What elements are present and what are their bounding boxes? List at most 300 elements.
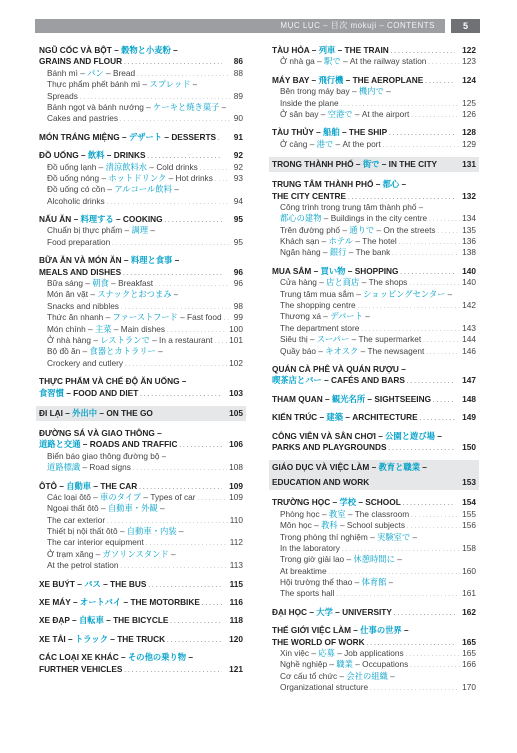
toc-entry xyxy=(39,515,243,526)
toc-entry-title xyxy=(39,376,186,387)
entry-english: – Occupations xyxy=(352,659,409,670)
entry-label: The department store xyxy=(280,322,360,333)
entry-english: – xyxy=(171,184,179,195)
toc-entry xyxy=(272,497,476,508)
entry-english: – In a restaurant xyxy=(149,334,213,345)
toc-entry xyxy=(272,509,476,520)
page-number: 5 xyxy=(451,19,480,33)
toc-entry xyxy=(272,607,476,618)
toc-entry xyxy=(272,637,476,648)
entry-label: THỰC PHẨM VÀ CHẾ ĐỘ ĂN UỐNG – xyxy=(39,376,187,387)
entry-japanese: 車のタイプ xyxy=(100,491,142,502)
entry-english: – THE TRAIN xyxy=(335,45,389,55)
entry-english: – xyxy=(410,531,418,542)
entry-english: – xyxy=(155,346,163,357)
toc-entry-title xyxy=(272,442,455,453)
entry-page-number: 95 xyxy=(233,214,243,225)
toc-entry-title xyxy=(280,543,463,554)
toc-entry-title xyxy=(272,266,455,277)
entry-japanese: 駅で xyxy=(324,56,341,67)
entry-japanese: その他の乗り物 xyxy=(127,652,187,663)
entry-label: MÓN TRÁNG MIỆNG – xyxy=(39,131,129,142)
toc-entry-title xyxy=(47,184,179,195)
entry-page-number: 138 xyxy=(462,247,476,258)
entry-japanese: パン xyxy=(87,67,104,78)
entry-page-number: 94 xyxy=(233,195,243,206)
toc-entry xyxy=(272,682,476,693)
toc-entry xyxy=(272,364,476,375)
toc-entry xyxy=(272,109,476,120)
entry-japanese: 観光名所 xyxy=(331,393,366,404)
entry-english: – THE MOTORBIKE xyxy=(121,597,200,608)
toc-entry-title xyxy=(280,682,463,693)
entry-label: XE ĐẠP – xyxy=(39,615,79,626)
entry-japanese: 銀行 xyxy=(329,247,347,258)
toc-entry-title xyxy=(47,335,230,346)
entry-page-number: 143 xyxy=(462,322,476,333)
entry-japanese: 休憩時間に xyxy=(353,554,395,565)
toc-entry-title xyxy=(39,150,222,161)
toc-entry xyxy=(39,615,243,626)
toc-entry-title xyxy=(280,532,417,543)
entry-english: – xyxy=(157,503,165,514)
entry-japanese: 学校 xyxy=(339,497,357,508)
toc-entry-title xyxy=(280,225,463,236)
entry-label: TRONG THÀNH PHỐ – xyxy=(272,159,363,170)
entry-japanese: スナックとおつまみ xyxy=(97,289,172,300)
entry-page-number: 91 xyxy=(233,131,243,142)
entry-label: The car exterior xyxy=(47,514,106,525)
toc-entry xyxy=(272,394,476,405)
entry-label: Đồ uống nóng – xyxy=(47,172,109,183)
entry-english: – xyxy=(190,79,198,90)
toc-entry-title xyxy=(47,162,230,173)
entry-label: THE CITY CENTRE xyxy=(272,190,347,201)
toc-entry-title xyxy=(280,311,370,322)
entry-japanese: 港で xyxy=(316,138,334,149)
entry-japanese: 建築 xyxy=(326,412,344,423)
toc-entry-title xyxy=(280,346,463,357)
entry-english: – SHOPPING xyxy=(345,265,399,276)
toc-entry-title xyxy=(47,102,226,113)
entry-japanese: 食習慣 xyxy=(39,387,64,398)
toc-entry-title xyxy=(280,648,463,659)
toc-entry-title xyxy=(39,615,222,626)
toc-entry xyxy=(39,503,243,514)
entry-japanese: 公園と遊び場 xyxy=(385,430,435,441)
entry-label: Bộ đồ ăn – xyxy=(47,346,90,357)
entry-label: FURTHER VEHICLES xyxy=(39,663,123,674)
entry-page-number: 125 xyxy=(462,97,476,108)
entry-japanese: ショッピングセンター xyxy=(363,288,446,299)
toc-entry xyxy=(39,56,243,67)
toc-entry xyxy=(39,68,243,79)
toc-entry xyxy=(39,388,243,399)
entry-page-number: 135 xyxy=(462,224,476,235)
entry-label: Món chính – xyxy=(47,323,95,334)
toc-entry-title xyxy=(272,394,455,405)
entry-japanese: 空港で xyxy=(327,108,353,119)
toc-entry-title xyxy=(47,289,178,300)
toc-entry-title xyxy=(280,213,463,224)
entry-english: – xyxy=(386,577,394,588)
toc-entry xyxy=(272,311,476,322)
entry-label: Các loại ôtô – xyxy=(47,491,101,502)
entry-label: ĐỒ UỐNG – xyxy=(39,150,88,161)
entry-english: – THE BICYCLE xyxy=(103,615,169,626)
entry-english: – xyxy=(219,101,227,112)
entry-japanese: 食器とカトラリー xyxy=(89,346,156,357)
toc-entry xyxy=(39,255,243,266)
entry-japanese: 職業 xyxy=(336,659,353,670)
entry-page-number: 136 xyxy=(462,236,476,247)
entry-label: KIẾN TRÚC – xyxy=(272,412,327,423)
entry-page-number: 103 xyxy=(229,387,243,398)
entry-label: Trung tâm mua sắm – xyxy=(280,288,364,299)
entry-english: – THE TRUCK xyxy=(108,633,166,644)
toc-entry-title xyxy=(272,475,369,490)
entry-label: Bánh ngọt và bánh nướng – xyxy=(47,101,154,112)
entry-label: Bánh mì – xyxy=(47,67,88,78)
entry-japanese: スプレッド xyxy=(149,79,191,90)
entry-english: – DESSERTS xyxy=(162,131,217,142)
toc-entry xyxy=(272,236,476,247)
entry-english: – On the streets xyxy=(374,224,436,235)
entry-label: Chuẩn bị thực phẩm – xyxy=(47,225,132,236)
entry-label: Spreads xyxy=(47,90,78,101)
entry-japanese: 清涼飲料水 xyxy=(105,161,148,172)
toc-entry-title xyxy=(272,607,455,618)
entry-page-number: 140 xyxy=(462,277,476,288)
entry-page-number: 166 xyxy=(462,659,476,670)
toc-entry-title xyxy=(280,98,463,109)
toc-entry-title xyxy=(47,225,155,236)
entry-japanese: 料理する xyxy=(80,214,114,225)
toc-entry xyxy=(272,300,476,311)
toc-entry xyxy=(39,324,243,335)
entry-japanese: 自転車 xyxy=(78,615,104,626)
toc-entry xyxy=(39,45,243,56)
entry-page-number: 134 xyxy=(462,213,476,224)
toc-entry-title xyxy=(280,323,463,334)
toc-entry-title xyxy=(272,364,406,375)
entry-english: – Buildings in the city centre xyxy=(321,213,428,224)
entry-english: – At the railway station xyxy=(340,56,427,67)
entry-japanese: 道路標識 xyxy=(47,462,81,473)
entry-label: Ở cảng – xyxy=(280,138,317,149)
entry-page-number: 120 xyxy=(229,633,243,644)
entry-english: – The shops xyxy=(359,277,408,288)
entry-japanese: 外出中 xyxy=(72,407,98,418)
entry-page-number: 98 xyxy=(233,300,243,311)
entry-page-number: 109 xyxy=(229,491,243,502)
toc-entry xyxy=(39,237,243,248)
entry-english: – SCHOOL xyxy=(356,497,401,508)
entry-label: In the laboratory xyxy=(280,542,340,553)
entry-english: – The bank xyxy=(346,247,391,258)
entry-page-number: 122 xyxy=(462,45,476,55)
entry-label: XE BUÝT – xyxy=(39,578,85,589)
entry-english: – xyxy=(171,289,179,300)
toc-entry xyxy=(272,588,476,599)
entry-english: – Fast food xyxy=(177,312,222,323)
entry-english: – xyxy=(176,526,184,537)
entry-page-number: 92 xyxy=(233,161,243,172)
entry-english: – xyxy=(445,288,453,299)
toc-entry-title xyxy=(39,428,162,439)
toc-entry-title xyxy=(280,247,463,258)
entry-page-number: 118 xyxy=(229,615,243,626)
entry-page-number: 132 xyxy=(462,190,476,201)
entry-label: Đồ uống có cồn – xyxy=(47,184,115,195)
entry-japanese: ホットドリンク xyxy=(108,172,167,183)
entry-english: – xyxy=(387,670,395,681)
toc-entry-title xyxy=(272,412,455,423)
entry-english: – xyxy=(170,45,178,55)
entry-english: – ROADS AND TRAFFIC xyxy=(80,439,178,450)
toc-entry xyxy=(39,481,243,492)
entry-page-number: 88 xyxy=(233,67,243,78)
toc-entry xyxy=(272,75,476,86)
toc-entry xyxy=(272,98,476,109)
entry-japanese: レストランで xyxy=(100,334,150,345)
entry-label: Inside the plane xyxy=(280,97,339,108)
toc-entry-title xyxy=(39,388,222,399)
toc-entry-title xyxy=(47,503,165,514)
entry-label: PARKS AND PLAYGROUNDS xyxy=(272,441,387,452)
entry-english: – Job applications xyxy=(334,648,404,659)
toc-entry xyxy=(39,549,243,560)
entry-label: TÀU THỦY – xyxy=(272,127,324,138)
toc-entry-title xyxy=(47,68,230,79)
entry-label: Ngoại thất ôtô – xyxy=(47,503,108,514)
entry-japanese: 調理 xyxy=(131,225,149,236)
toc-entry-title xyxy=(39,214,222,225)
entry-english: – xyxy=(148,225,155,236)
entry-japanese: ガソリンスタンド xyxy=(102,548,169,559)
toc-entry xyxy=(36,406,246,421)
entry-japanese: キオスク xyxy=(325,345,359,356)
toc-entry-title xyxy=(272,127,455,138)
entry-english: – COOKING xyxy=(113,214,163,225)
toc-entry xyxy=(272,566,476,577)
entry-page-number: 106 xyxy=(229,439,243,450)
toc-entry-title xyxy=(47,278,230,289)
entry-page-number: 105 xyxy=(227,406,243,421)
toc-entry-title xyxy=(47,173,230,184)
entry-label: Đồ uống lạnh – xyxy=(47,161,106,172)
entry-page-number: 96 xyxy=(233,278,243,289)
entry-label: EDUCATION AND WORK xyxy=(272,477,370,488)
entry-english: – IN THE CITY xyxy=(379,159,438,170)
toc-entry xyxy=(39,162,243,173)
toc-entry xyxy=(269,460,479,475)
toc-entry xyxy=(39,225,243,236)
toc-entry xyxy=(39,597,243,608)
entry-japanese: 都心 xyxy=(382,179,400,190)
entry-english: – Hot drinks xyxy=(166,172,213,183)
entry-page-number: 95 xyxy=(233,236,243,247)
entry-page-number: 113 xyxy=(229,560,243,571)
toc-entry-title xyxy=(47,462,230,473)
entry-label: NẤU ĂN – xyxy=(39,214,81,225)
entry-english: – THE SHIP xyxy=(339,127,388,138)
toc-entry xyxy=(272,520,476,531)
toc-entry-title xyxy=(39,255,179,266)
entry-page-number: 90 xyxy=(233,113,243,124)
entry-page-number: 150 xyxy=(462,441,476,452)
entry-label: Công trình trong trung tâm thành phố – xyxy=(280,201,424,212)
entry-japanese: 実験室で xyxy=(377,531,411,542)
entry-page-number: 149 xyxy=(462,412,476,423)
entry-label: Thương xá – xyxy=(280,311,331,322)
entry-page-number: 148 xyxy=(462,393,476,404)
toc-entry-title xyxy=(47,301,230,312)
toc-entry-title xyxy=(272,460,427,475)
entry-japanese: 都心の建物 xyxy=(280,213,322,224)
toc-entry-title xyxy=(47,91,230,102)
toc-entry xyxy=(39,214,243,225)
entry-japanese: 朝食 xyxy=(92,278,109,289)
entry-japanese: 自動車・外観 xyxy=(107,503,158,514)
toc-entry-title xyxy=(280,56,463,67)
toc-entry-title xyxy=(39,132,222,143)
entry-label: Món ăn vặt – xyxy=(47,289,98,300)
entry-label: ĐẠI HỌC – xyxy=(272,606,317,617)
entry-english: – School subjects xyxy=(337,520,406,531)
entry-japanese: デザート xyxy=(128,131,163,142)
toc-entry xyxy=(39,113,243,124)
toc-entry xyxy=(272,213,476,224)
toc-entry xyxy=(39,289,243,300)
toc-entry-title xyxy=(47,515,230,526)
entry-japanese: デパート xyxy=(330,311,363,322)
entry-page-number: 101 xyxy=(229,334,243,345)
entry-label: Siêu thị – xyxy=(280,334,317,345)
entry-label: The shopping centre xyxy=(280,300,356,311)
entry-label: ĐƯỜNG SÁ VÀ GIAO THÔNG – xyxy=(39,427,162,438)
toc-entry xyxy=(272,543,476,554)
entry-page-number: 116 xyxy=(229,597,243,608)
entry-label: XE MÁY – xyxy=(39,597,80,608)
entry-page-number: 162 xyxy=(462,606,476,617)
toc-entry xyxy=(272,179,476,190)
entry-label: Hội trường thể thao – xyxy=(280,577,362,588)
entry-label: Crockery and cutlery xyxy=(47,357,124,368)
toc-entry-title xyxy=(39,634,222,645)
header-title: MỤC LỤC – 目次 mokuji – CONTENTS xyxy=(280,21,435,30)
entry-japanese: 通りで xyxy=(349,224,375,235)
toc-entry xyxy=(272,532,476,543)
toc-entry xyxy=(272,202,476,213)
toc-entry xyxy=(272,334,476,345)
entry-page-number: 108 xyxy=(229,462,243,473)
entry-label: Trên đường phố – xyxy=(280,224,350,235)
toc-entry-title xyxy=(47,492,230,503)
entry-japanese: ケーキと焼き菓子 xyxy=(153,101,220,112)
toc-entry-title xyxy=(47,549,176,560)
entry-japanese: 大学 xyxy=(316,606,333,617)
toc-entry-title xyxy=(272,625,409,636)
entry-page-number: 110 xyxy=(229,514,243,525)
entry-page-number: 96 xyxy=(233,266,243,277)
entry-label: TRUNG TÂM THÀNH PHỐ – xyxy=(272,179,383,190)
entry-page-number: 128 xyxy=(462,127,476,138)
entry-label: ÔTÔ – xyxy=(39,480,67,491)
toc-entry-title xyxy=(280,509,463,520)
entry-japanese: トラック xyxy=(74,633,108,644)
toc-entry xyxy=(269,157,479,172)
toc-entry-title xyxy=(47,324,230,335)
entry-english: – xyxy=(399,179,407,190)
toc-entry xyxy=(39,267,243,278)
toc-entry xyxy=(39,278,243,289)
entry-page-number: 93 xyxy=(233,172,243,183)
entry-label: ĐI LẠI – xyxy=(39,407,73,418)
toc-entry xyxy=(39,439,243,450)
entry-label: Organizational structure xyxy=(280,682,369,693)
toc-entry xyxy=(272,577,476,588)
entry-japanese: 機内で xyxy=(358,86,384,97)
entry-japanese: 応募 xyxy=(318,648,335,659)
entry-japanese: ファーストフード xyxy=(112,312,178,323)
toc-entry-title xyxy=(272,45,455,56)
toc-entry xyxy=(39,428,243,439)
entry-japanese: 列車 xyxy=(318,45,336,55)
entry-english: – The newsagent xyxy=(358,345,425,356)
toc-entry xyxy=(272,86,476,97)
entry-label: Food preparation xyxy=(47,236,111,247)
entry-label: GRAINS AND FLOUR xyxy=(39,56,123,67)
entry-page-number: 155 xyxy=(462,508,476,519)
entry-japanese: スーパー xyxy=(316,334,350,345)
toc-entry-title xyxy=(39,56,222,67)
toc-entry-title xyxy=(47,113,230,124)
entry-japanese: 教育と職業 xyxy=(378,462,420,473)
toc-column-right xyxy=(272,45,476,694)
entry-label: Ở trạm xăng – xyxy=(47,548,103,559)
toc-entry-title xyxy=(39,664,222,675)
entry-label: Ở nhà ga – xyxy=(280,56,325,67)
entry-japanese: 店と商店 xyxy=(326,277,360,288)
entry-english: – Cold drinks xyxy=(147,161,198,172)
entry-english: – xyxy=(434,430,442,441)
entry-english: – SIGHTSEEING xyxy=(365,393,432,404)
entry-english: – xyxy=(186,652,193,663)
entry-japanese: 飲料 xyxy=(87,150,105,161)
entry-label: Trong giờ giải lao – xyxy=(280,554,354,565)
entry-label: Cửa hàng – xyxy=(280,277,327,288)
entry-english: – The hotel xyxy=(352,236,397,247)
toc-entry-title xyxy=(39,597,222,608)
entry-page-number: 131 xyxy=(460,157,476,172)
toc-entry-title xyxy=(280,202,423,213)
entry-label: THẾ GIỚI VIỆC LÀM – xyxy=(272,625,361,636)
entry-label: CÁC LOẠI XE KHÁC – xyxy=(39,652,128,663)
entry-label: NGŨ CỐC VÀ BỘT – xyxy=(39,45,122,55)
entry-label: Alcoholic drinks xyxy=(47,195,105,206)
entry-english: – xyxy=(172,255,180,266)
toc-entry-title xyxy=(47,237,230,248)
toc-entry-title xyxy=(39,406,153,421)
toc-entry xyxy=(272,191,476,202)
entry-english: – xyxy=(168,548,176,559)
toc-entry-title xyxy=(272,637,455,648)
toc-entry xyxy=(39,526,243,537)
entry-page-number: 124 xyxy=(462,74,476,85)
entry-english: – xyxy=(394,554,402,565)
entry-japanese: 料理と食事 xyxy=(130,255,173,266)
